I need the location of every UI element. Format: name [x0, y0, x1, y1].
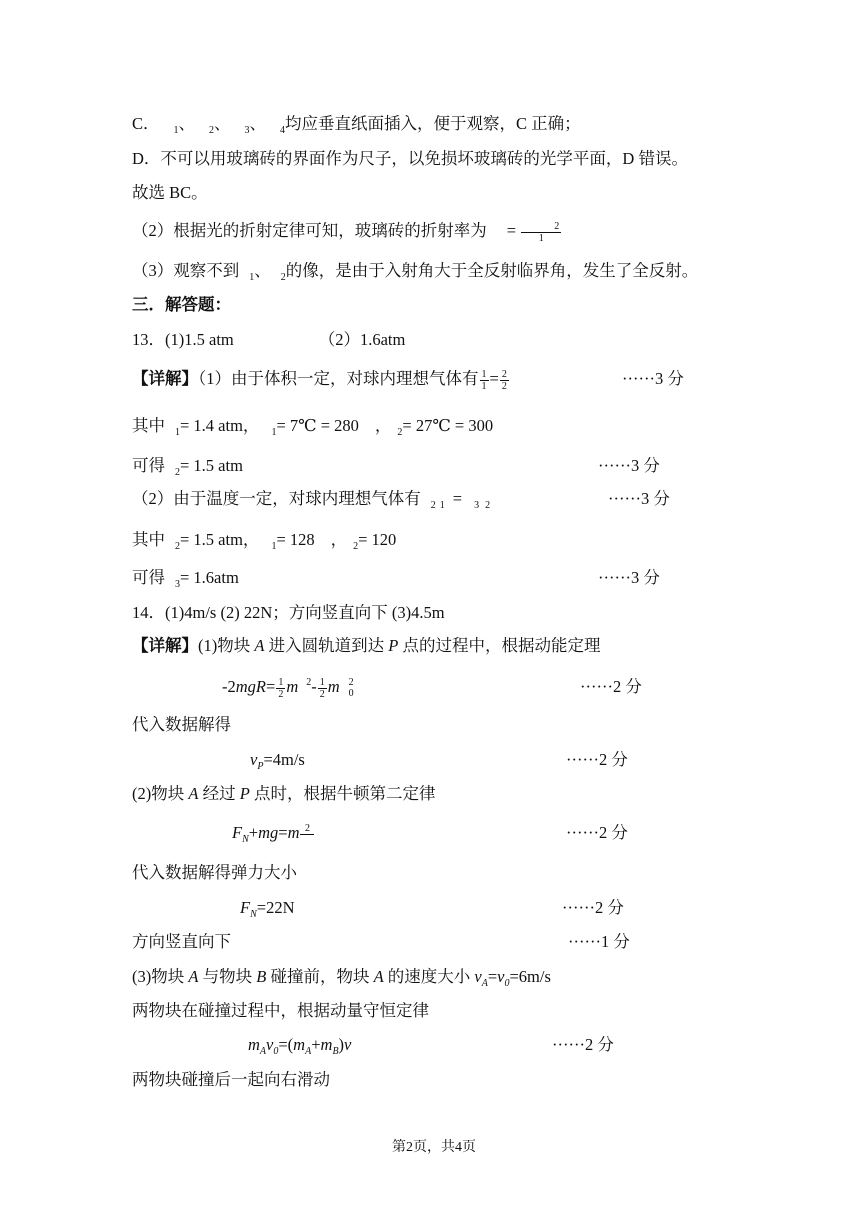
momentum-equation: $m_Av_0=(m_A+m_B)v$ — [248, 1035, 352, 1057]
page-footer: 第2页，共4页 — [392, 1140, 476, 1155]
option-c-line: C． $_1$、 $_2$、 $_3$、 $_4$均应垂直纸面插入，便于观察，C 正确； — [132, 114, 581, 136]
q14-substitute-1: 代入数据解得 — [132, 715, 231, 734]
fn-result: $F_N=22N$ — [240, 898, 295, 920]
q14-score-6: ······2 分 — [552, 1035, 614, 1054]
q13-score-2: ······3 分 — [598, 456, 660, 475]
q13-result-2: 可得 $_3$= 1.6atm — [132, 568, 239, 590]
q13-given-2: 其中 $_2$= 1.5 atm， $_1$= 128 ， $_2$= 120 — [132, 530, 397, 552]
q14-score-3: ······2 分 — [566, 823, 628, 842]
momentum-intro: 两物块在碰撞过程中，根据动量守恒定律 — [132, 1001, 429, 1020]
q13-detail-2: （2）由于温度一定，对球内理想气体有 $_2$ $_1$ = $_3$ $_2$ — [132, 489, 491, 511]
q13-score-4: ······3 分 — [598, 568, 660, 587]
q14-detail-1: 【详解】(1)物块 A 进入圆轨道到达 P 点的过程中，根据动能定理 — [132, 636, 601, 655]
q14-answer-line: 14．(1)4m/s (2) 22N；方向竖直向下 (3)4.5m — [132, 603, 445, 622]
q14-score-5: ······1 分 — [568, 932, 630, 951]
q13-result-1: 可得 $_2$= 1.5 atm — [132, 456, 243, 478]
q14-detail-3: (3)物块 A 与物块 B 碰撞前，物块 A 的速度大小 $v_A=v_0=6m/s$ — [132, 967, 551, 989]
newton-equation: $F_N+mg=m$ 2 — [232, 822, 315, 847]
direction-line: 方向竖直向下 — [132, 932, 231, 951]
q13-detail-1: 【详解】（1）由于体积一定，对球内理想气体有 $\frac{1}{1}$ = $\frac{2}{2}$ — [132, 368, 507, 392]
total-reflection-line: （3）观察不到 $_1$、 $_2$的像，是由于入射角大于全反射临界角，发生了全反射。 — [132, 261, 699, 283]
q14-score-1: ······2 分 — [580, 677, 642, 696]
q14-score-2: ······2 分 — [566, 750, 628, 769]
refraction-fraction: $\frac{2}{1}$ — [521, 221, 561, 244]
refraction-line: （2）根据光的折射定律可知，玻璃砖的折射率为 = $\frac{2}{1}$ — [132, 220, 560, 244]
q14-last-line: 两物块碰撞后一起向右滑动 — [132, 1070, 330, 1089]
q13-given-1: 其中 $_1$= 1.4 atm， $_1$= 7℃ = 280 ， $_2$= 27℃ = 300 — [132, 416, 494, 438]
q13-answer-line: 13．(1)1.5 atm （2）1.6atm — [132, 330, 406, 349]
q13-score-1: ······3 分 — [622, 369, 684, 388]
q13-score-3: ······3 分 — [608, 489, 670, 508]
vp-result: $v_P=4m/s$ — [250, 750, 305, 772]
option-d-line: D．不可以用玻璃砖的界面作为尺子，以免损坏玻璃砖的光学平面，D 错误。 — [132, 149, 688, 168]
choice-line: 故选 BC。 — [132, 183, 208, 202]
q14-detail-2: (2)物块 A 经过 P 点时，根据牛顿第二定律 — [132, 784, 436, 803]
energy-equation: -2mgR= $\frac{1}{2}$ m $^2$- $\frac{1}{2}$ m 2 0 — [222, 676, 354, 700]
section-title: 三．解答题： — [132, 295, 231, 314]
q14-substitute-2: 代入数据解得弹力大小 — [132, 863, 297, 882]
q14-score-4: ······2 分 — [562, 898, 624, 917]
